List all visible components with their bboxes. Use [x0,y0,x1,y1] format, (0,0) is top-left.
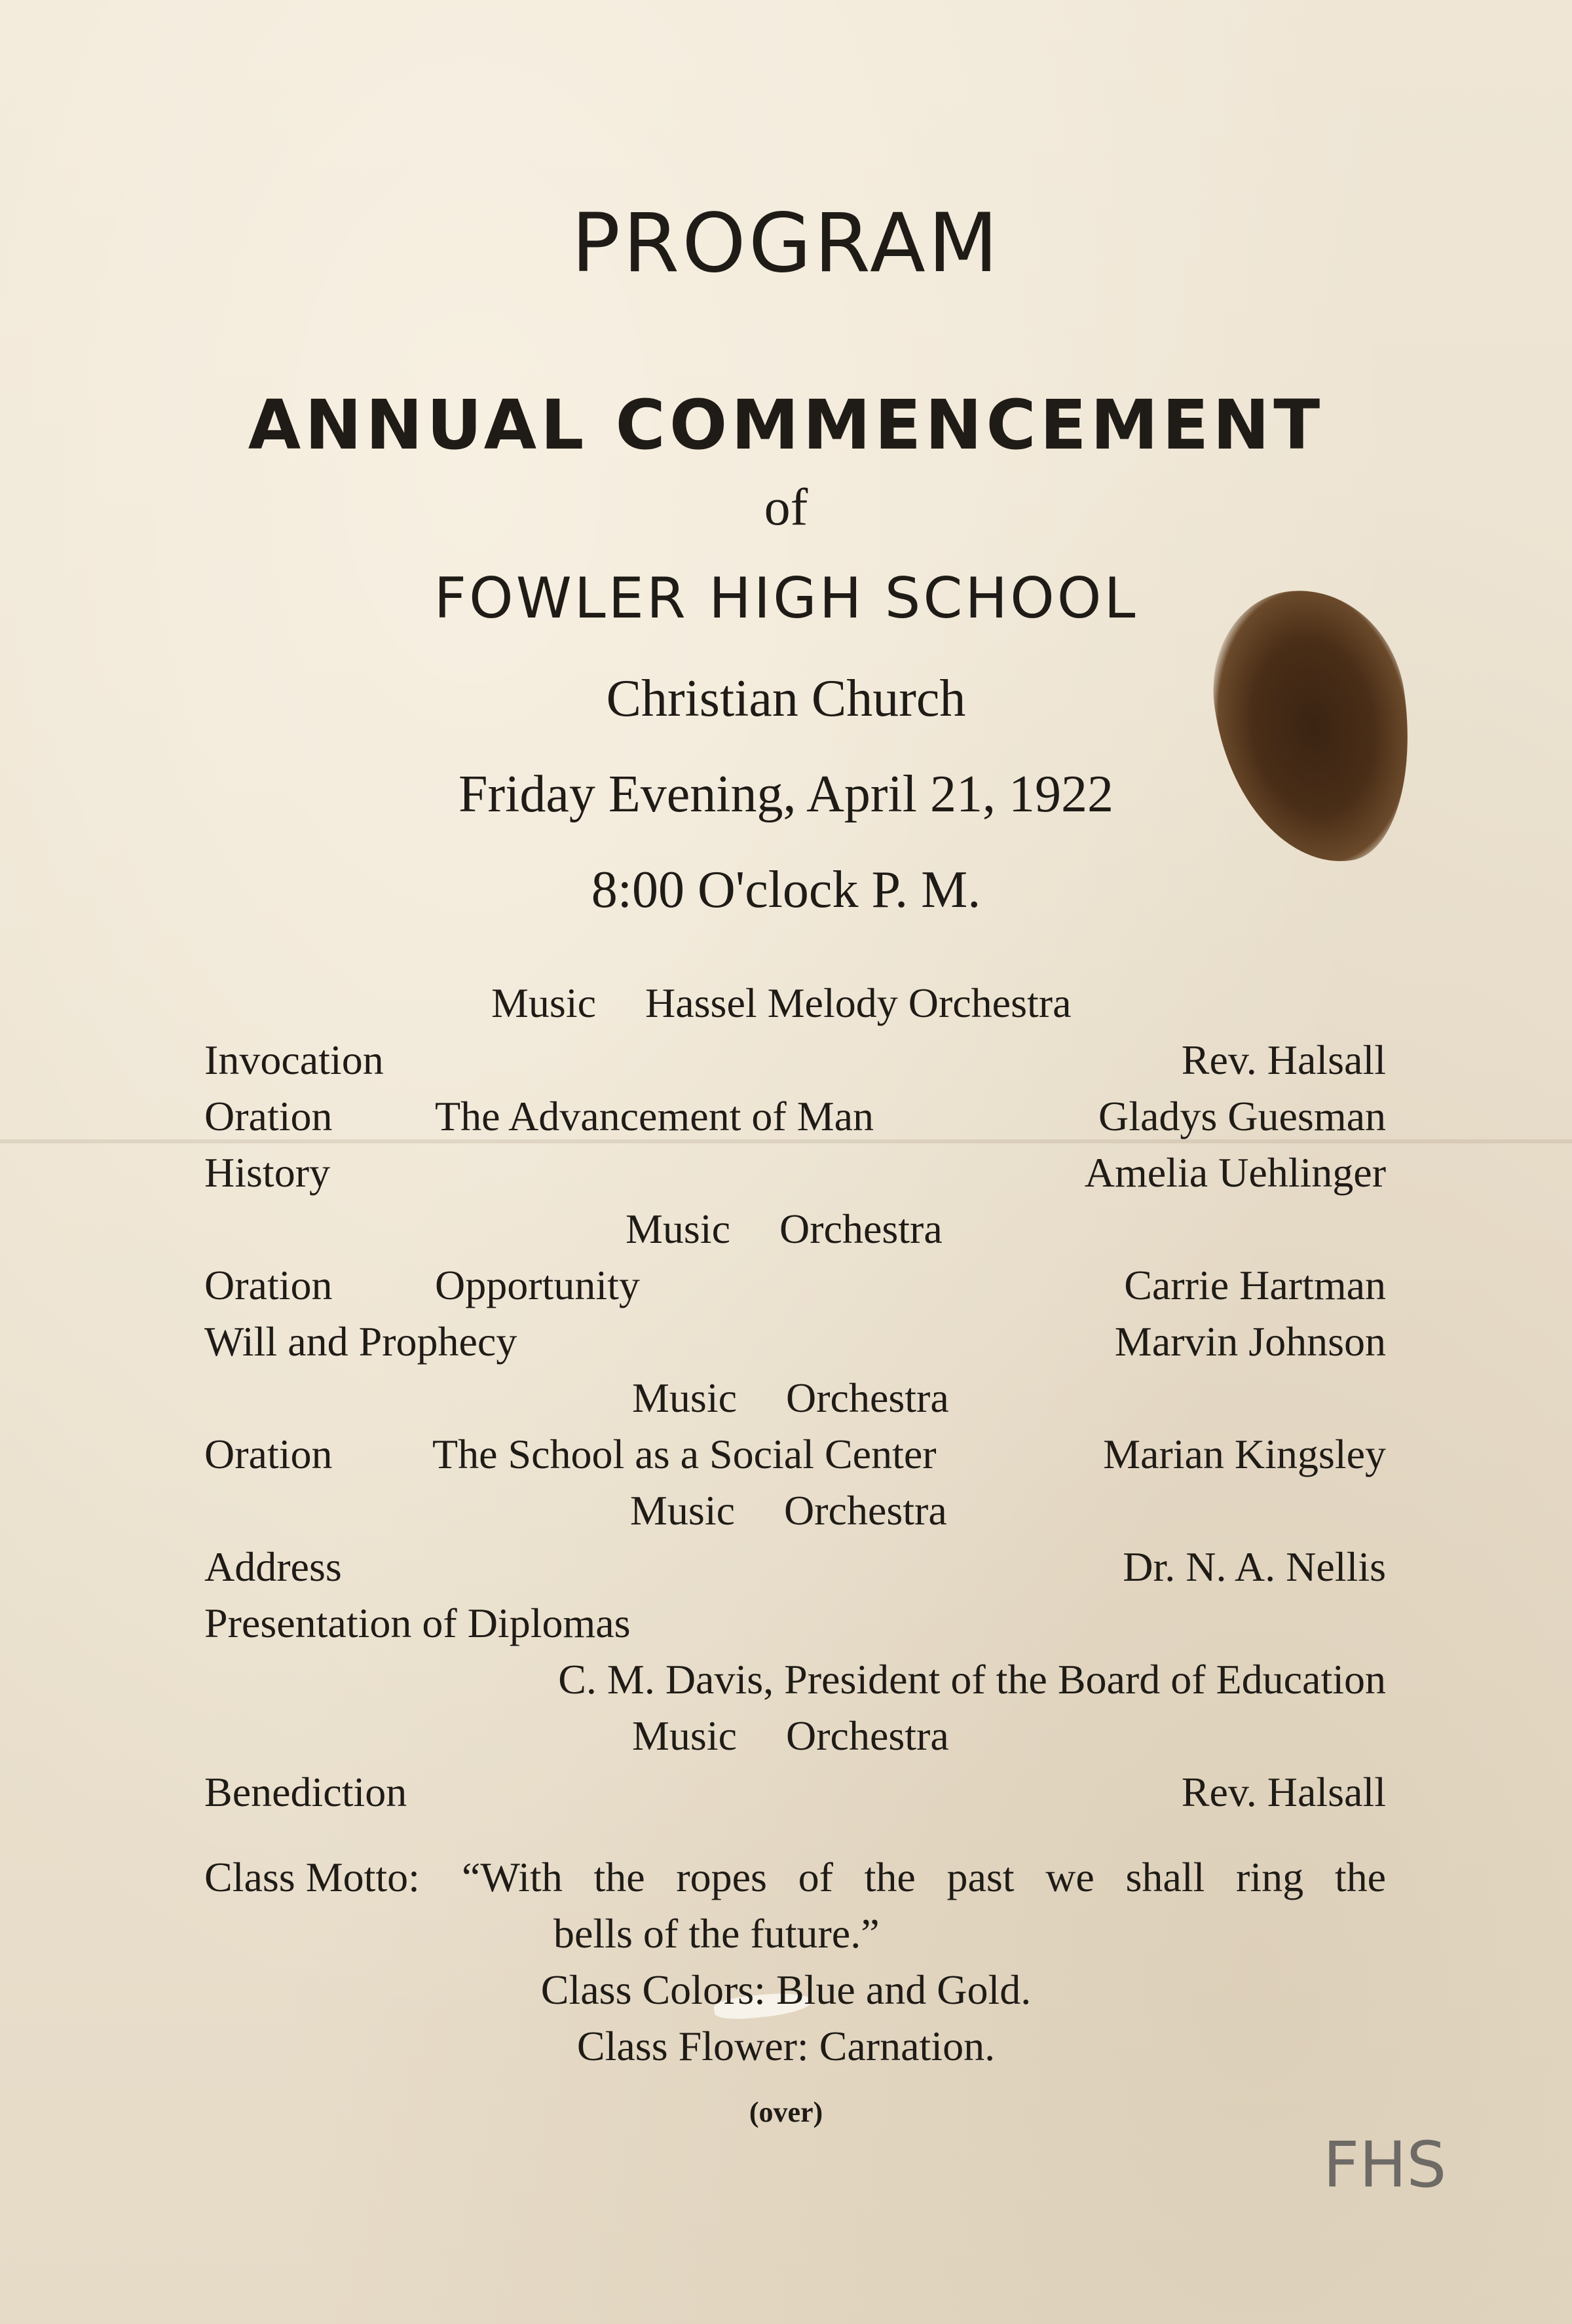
program-person: Marian Kingsley [1103,1431,1386,1477]
program-item: Invocation [204,1037,384,1083]
fhs-watermark: FHS [1323,2128,1447,2202]
program-item: Oration [204,1093,333,1139]
program-title: PROGRAM [571,196,1001,291]
event-title: ANNUAL COMMENCEMENT [248,385,1324,465]
music-label: Music [626,1206,730,1252]
program-person: Gladys Guesman [1098,1093,1386,1139]
school-name: FOWLER HIGH SCHOOL [434,566,1138,631]
class-flower: Class Flower: Carnation. [576,2023,996,2069]
music-label: Music [630,1487,735,1534]
program-person: Rev. Halsall [1181,1769,1386,1815]
class-colors: Class Colors: Blue and Gold. [540,1966,1032,2013]
music-performer: Orchestra [786,1712,949,1759]
music-label: Music [632,1374,737,1421]
class-motto-line2: bells of the future.” [553,1910,880,1957]
program-person: Dr. N. A. Nellis [1123,1543,1386,1590]
venue: Christian Church [606,670,966,728]
program-person: Carrie Hartman [1124,1262,1386,1308]
music-performer: Orchestra [786,1374,949,1421]
program-person: Amelia Uehlinger [1084,1149,1386,1196]
program-item: Will and Prophecy [204,1318,517,1365]
music-performer: Orchestra [784,1487,947,1534]
program-title-text: Opportunity [435,1262,640,1308]
music-label: Music [632,1712,737,1759]
music-label: Music [491,980,596,1026]
program-item: Oration [204,1262,333,1308]
program-title-text: The School as a Social Center [432,1431,937,1477]
class-motto-label: Class Motto: [204,1854,420,1900]
music-performer: Hassel Melody Orchestra [645,980,1072,1026]
program-title-text: The Advancement of Man [435,1093,874,1139]
event-time: 8:00 O'clock P. M. [591,861,981,919]
program-person: Rev. Halsall [1181,1037,1386,1083]
of-text: of [764,479,808,536]
program-person: Marvin Johnson [1114,1318,1386,1365]
program-item: Benediction [204,1769,407,1815]
class-motto-line1: “With the ropes of the past we shall ring the [462,1854,1386,1900]
program-item: History [204,1149,330,1196]
program-person: C. M. Davis, President of the Board of Education [558,1656,1386,1703]
program-item: Oration [204,1431,333,1477]
event-date: Friday Evening, April 21, 1922 [458,765,1114,823]
music-performer: Orchestra [779,1206,943,1252]
over-note: (over) [749,2096,823,2128]
program-item: Presentation of Diplomas [204,1600,631,1646]
program-item: Address [204,1543,342,1590]
